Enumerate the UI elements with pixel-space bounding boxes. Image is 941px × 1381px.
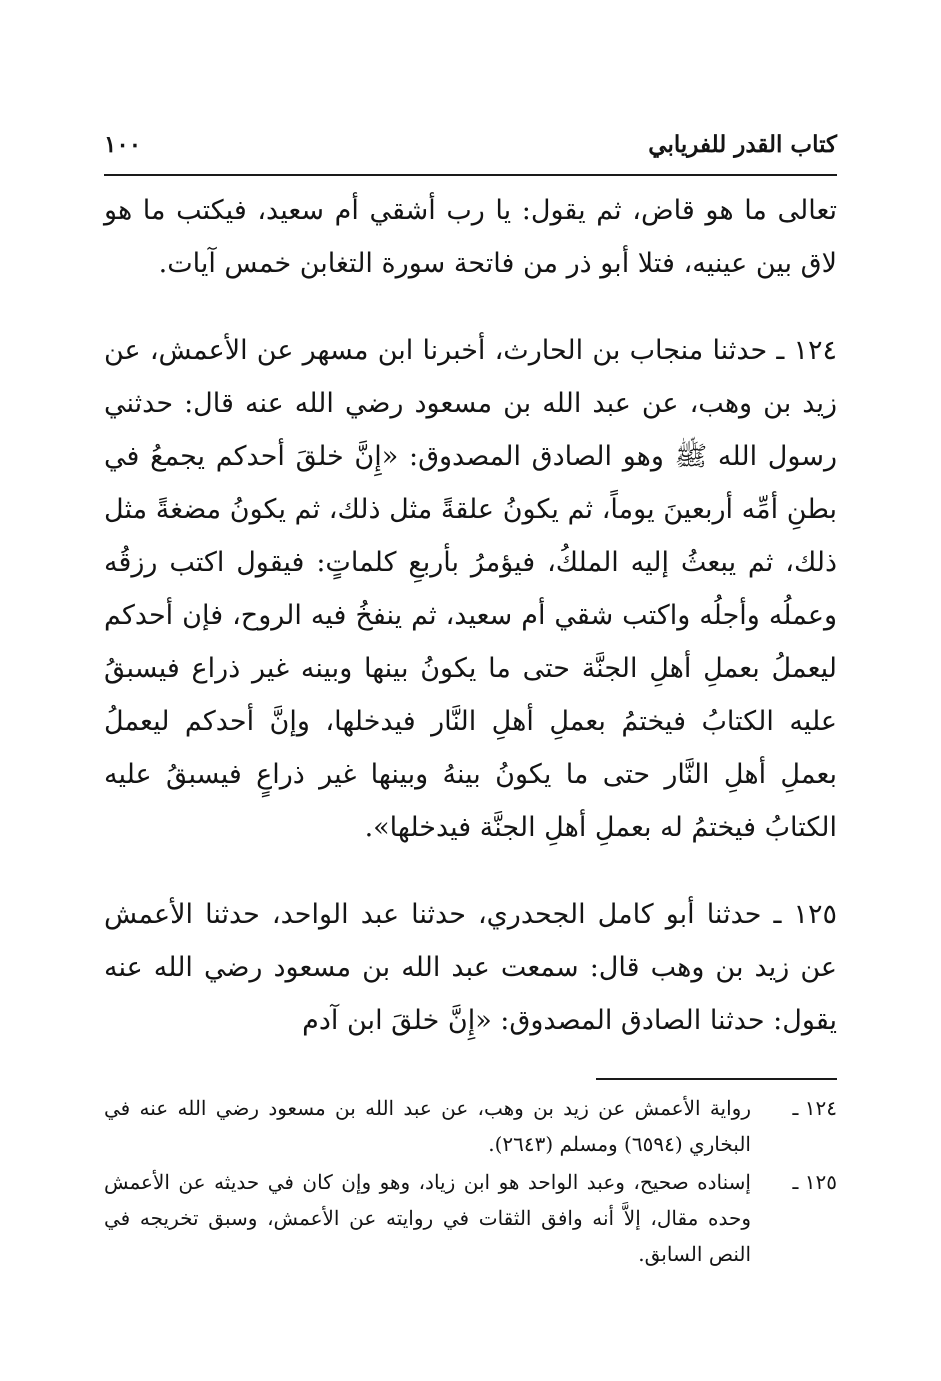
paragraph-continuation xyxy=(104,184,837,290)
footnotes xyxy=(104,1090,837,1272)
footnote-number: ١٢٥ ـ xyxy=(792,1170,837,1194)
footnote-124 xyxy=(104,1090,837,1162)
book-title: كتاب القدر للفريابي xyxy=(648,131,837,158)
hadith-number: ١٢٤ ـ xyxy=(776,335,837,366)
footnote-divider xyxy=(596,1078,837,1080)
running-header xyxy=(104,128,837,168)
paragraph-text: حدثنا أبو كامل الجحدري، حدثنا عبد الواحد، حدثنا الأعمش عن زيد بن وهب قال: سمعت عبد الله بن مسعود رضي الله عنه يقول: حدثنا الصادق المصدوق: «إِنَّ خلقَ ابن آدم xyxy=(104,899,837,1036)
footnote-number: ١٢٤ ـ xyxy=(792,1096,837,1120)
main-text xyxy=(104,184,837,1047)
paragraph-text: حدثنا منجاب بن الحارث، أخبرنا ابن مسهر عن الأعمش، عن زيد بن وهب، عن عبد الله بن مسعود رضي الله عنه قال: حدثني رسول الله ﷺ وهو الصادق المصدوق: «إِنَّ خلقَ أحدكم يجمعُ في بطنِ أمِّه أربعينَ يوماً، ثم يكونُ علقةً مثل ذلك، ثم يكونُ مضغةً مثل ذلك، ثم يبعثُ إليه الملكُ، فيؤمرُ بأربعِ كلماتٍ: فيقول اكتب رزقُه وعملُه وأجلُه واكتب شقي أم سعيد، ثم ينفخُ فيه الروح، فإن أحدكم ليعملُ بعملِ أهلِ الجنَّة حتى ما يكونُ بينها وبينه غير ذراع فيسبقُ عليه الكتابُ فيختمُ بعملِ أهلِ النَّار فيدخلها، وإنَّ أحدكم ليعملُ بعملِ أهلِ النَّار حتى ما يكونُ بينهُ وبينها غير ذراعٍ فيسبقُ عليه الكتابُ فيختمُ له بعملِ أهلِ الجنَّة فيدخلها». xyxy=(104,335,837,843)
footnote-text: إسناده صحيح، وعبد الواحد هو ابن زياد، وهو وإن كان في حديثه عن الأعمش وحده مقال، إلاَّ أنه وافق الثقات في روايته عن الأعمش، وسبق تخريجه في النص السابق. xyxy=(104,1170,751,1266)
paragraph-text: تعالى ما هو قاض، ثم يقول: يا رب أشقي أم سعيد، فيكتب ما هو لاق بين عينيه، فتلا أبو ذر من فاتحة سورة التغابن خمس آيات. xyxy=(104,195,838,279)
hadith-125 xyxy=(104,888,837,1047)
footnote-125 xyxy=(104,1164,837,1272)
hadith-124 xyxy=(104,324,837,854)
footnote-text: رواية الأعمش عن زيد بن وهب، عن عبد الله بن مسعود رضي الله عنه في البخاري (٦٥٩٤) ومسلم (٢٦٤٣). xyxy=(104,1096,751,1156)
page-number: ١٠٠ xyxy=(104,131,142,158)
hadith-number: ١٢٥ ـ xyxy=(773,899,837,930)
header-divider xyxy=(104,174,837,176)
